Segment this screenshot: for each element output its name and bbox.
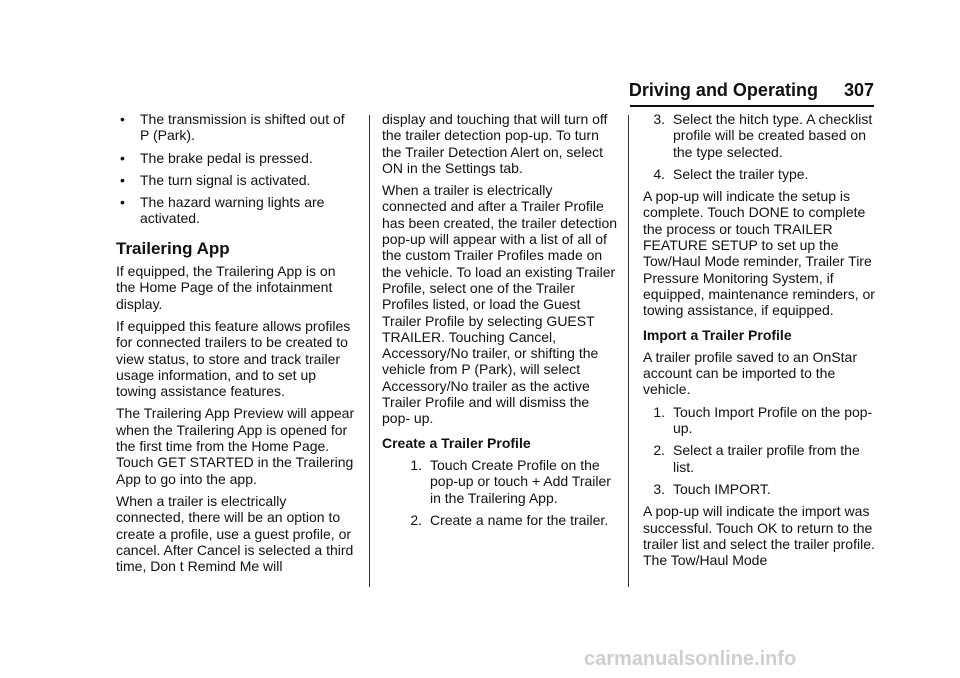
paragraph: When a trailer is electrically connected, there will be an option to create a profile, use a guest profile, or cancel. After Cancel is selected a third time, Don t Remind Me will (116, 492, 354, 575)
step-number: 3. (653, 111, 665, 127)
column-divider-2 (628, 115, 629, 587)
list-item (116, 172, 356, 188)
section-heading: Trailering App (116, 238, 230, 258)
paragraph: The Trailering App Preview will appear when the Trailering App is opened for the first time from the Home Page. Touch GET STARTED in the Trailering App to go into the app. (116, 405, 355, 487)
bullet-mark: • (120, 194, 125, 211)
paragraph: display and touching that will turn off the trailer detection pop-up. To turn the Trailer Detection Alert on, select ON in the Settings tab. (382, 111, 608, 176)
paragraph: If equipped this feature allows profiles for connected trailers to be created to view status, to store and track trailer usage information, and to set up towing assistance features. (116, 317, 351, 400)
step-text: Select a trailer profile from the list. (673, 442, 860, 475)
bullet-text: The hazard warning lights are activated. (140, 194, 325, 227)
paragraph: A trailer profile saved to an OnStar account can be imported to the vehicle. (643, 348, 857, 398)
subheading: Create a Trailer Profile (382, 434, 531, 451)
bullet-mark: • (120, 149, 125, 166)
step-number: 2. (653, 442, 665, 459)
watermark: carmanualsonline.info (584, 648, 797, 670)
step-text: Select the trailer type. (673, 165, 809, 182)
step-number: 4. (653, 165, 665, 182)
column-2 (382, 111, 620, 534)
bullet-mark: • (120, 111, 125, 127)
step-item (382, 457, 620, 506)
step-number: 1. (410, 456, 422, 473)
header-rule (630, 105, 874, 107)
paragraph: When a trailer is electrically connected and after a Trailer Profile has been created, the trailer detection pop-up will appear with a list of all of the custom Trailer Profiles made on the vehicle. To load an existing Trailer Profile, select one of the Trailer Profiles listed, or load the Guest Trailer Profile by selecting GUEST TRAILER. Touching Cancel, Accessory/No trailer, or shifting the vehicle from P (Park), will select Accessory/No trailer as the active Trailer Profile and will dismiss the pop- up. (382, 182, 618, 427)
step-text: Touch IMPORT. (673, 480, 771, 497)
step-item (643, 111, 883, 160)
page-number: 307 (843, 80, 874, 100)
list-item (116, 111, 356, 144)
section-title: Driving and Operating (628, 80, 818, 100)
step-text: Touch Create Profile on the pop-up or touch + Add Trailer in the Trailering App. (430, 456, 611, 506)
list-item (116, 194, 356, 227)
paragraph: If equipped, the Trailering App is on the Home Page of the infotainment display. (116, 263, 336, 312)
bullet-text: The turn signal is activated. (140, 171, 311, 188)
step-text: Create a name for the trailer. (430, 511, 609, 528)
step-item (643, 481, 883, 497)
step-number: 2. (410, 511, 422, 528)
step-number: 1. (653, 403, 665, 420)
step-text: Touch Import Profile on the pop-up. (673, 403, 873, 437)
page-header (600, 80, 874, 108)
step-item (643, 166, 883, 182)
paragraph: A pop-up will indicate the import was successful. Touch OK to return to the trailer list and select the trailer profile. The Tow/Haul Mode (643, 503, 875, 569)
column-3 (643, 111, 883, 574)
step-number: 3. (653, 480, 665, 497)
bullet-mark: • (120, 171, 125, 188)
subheading: Import a Trailer Profile (643, 326, 792, 343)
step-item (382, 512, 620, 528)
column-divider-1 (369, 115, 370, 587)
bullet-text: The transmission is shifted out of P (Park). (140, 111, 345, 144)
list-item (116, 150, 356, 166)
column-1 (116, 111, 356, 580)
paragraph: A pop-up will indicate the setup is complete. Touch DONE to complete the process or touch TRAILER FEATURE SETUP to set up the Tow/Haul Mode reminder, Trailer Tire Pressure Monitoring System, if equipped, maintenance reminders, or towing assistance, if equipped. (643, 188, 875, 319)
step-item (643, 404, 883, 437)
step-text: Select the hitch type. A checklist profile will be created based on the type selected. (673, 111, 873, 160)
step-item (643, 442, 883, 475)
bullet-text: The brake pedal is pressed. (140, 149, 313, 166)
